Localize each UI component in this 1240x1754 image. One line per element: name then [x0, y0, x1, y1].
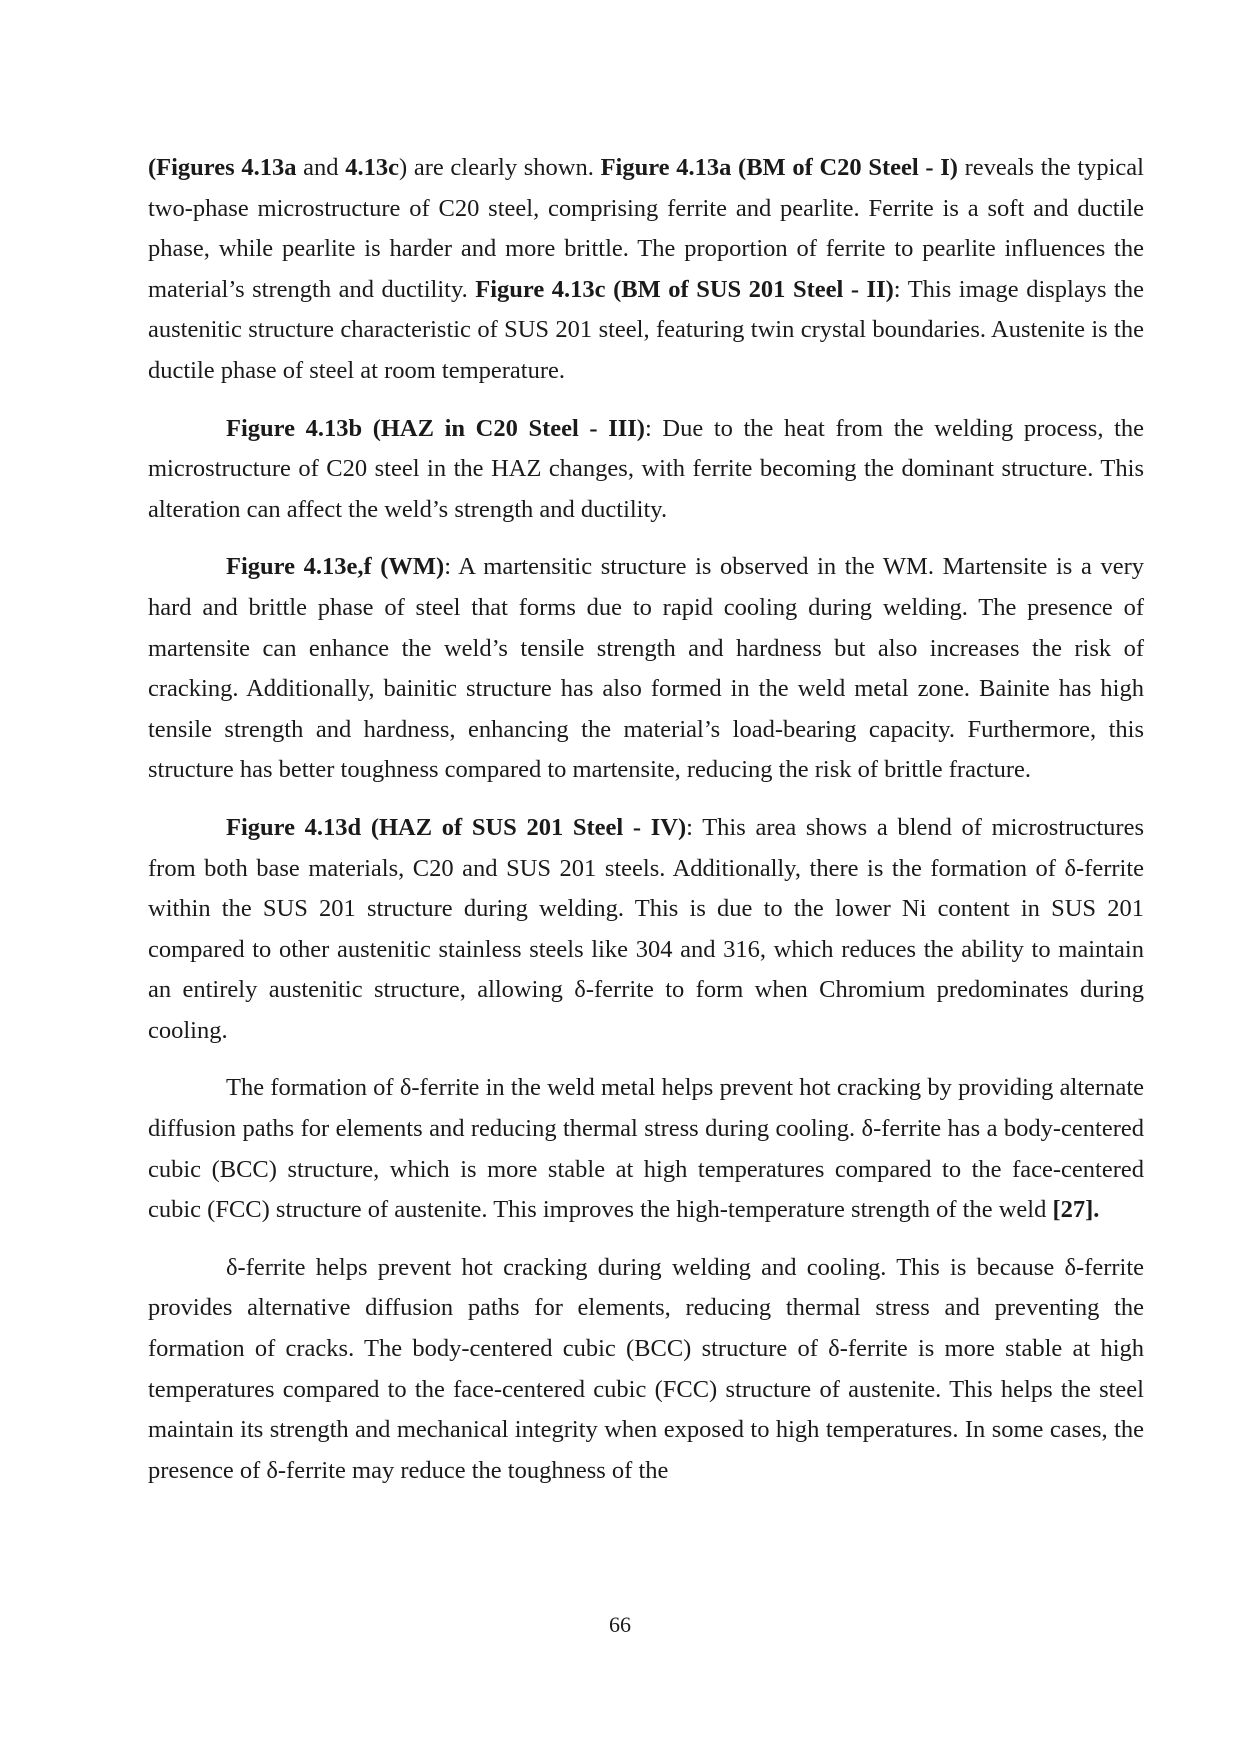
document-page: [148, 148, 1144, 1508]
text-segment: and: [296, 154, 346, 181]
bold-text-segment: (Figures 4.13a: [148, 154, 297, 181]
text-segment: : A martensitic structure is observed in the WM. Martensite is a very hard and brittle phase of steel that forms due to rapid cooling during welding. The presence of martensite can enhance the weld’s tensile strength and hardness but also increases the risk of cracking. Additionally, bainitic structure has also formed in the weld metal zone. Bainite has high tensile strength and hardness, enhancing the material’s load-bearing capacity. Furthermore, this structure has better toughness compared to martensite, reducing the risk of brittle fracture.: [148, 553, 1144, 784]
text-segment: The formation of δ-ferrite in the weld metal helps prevent hot cracking by providing alternate diffusion paths for elements and reducing thermal stress during cooling. δ-ferrite has a body-centered cubic (BCC) structure, which is more stable at high temperatures compared to the face-centered cubic (FCC) structure of austenite. This improves the high-temperature strength of the weld: [148, 1074, 1144, 1224]
bold-text-segment: [27].: [1052, 1196, 1100, 1224]
paragraph-delta-ferrite-effects: [148, 1248, 1144, 1492]
bold-text-segment: Figure 4.13b (HAZ in C20 Steel - III): [226, 414, 645, 442]
bold-text-segment: Figure 4.13c (BM of SUS 201 Steel - II): [475, 275, 894, 303]
text-segment: ) are clearly shown.: [398, 154, 601, 181]
paragraph-haz-sus201: [148, 808, 1144, 1052]
page-number: 66: [609, 1612, 631, 1637]
bold-text-segment: Figure 4.13d (HAZ of SUS 201 Steel - IV): [226, 813, 687, 841]
paragraph-weld-metal: [148, 547, 1144, 791]
text-segment: reveals the typical two-phase microstructure of C20 steel, comprising ferrite and pearlite. Ferrite is a soft and ductile phase, while pearlite is harder and more brittle. The proportion of ferrite to pearlite influences the material’s strength and ductility.: [148, 154, 1144, 303]
paragraph-haz-c20: [148, 409, 1144, 531]
bold-text-segment: Figure 4.13a (BM of C20 Steel - I): [600, 154, 958, 181]
bold-text-segment: Figure 4.13e,f (WM): [226, 553, 445, 581]
text-segment: δ-ferrite helps prevent hot cracking during welding and cooling. This is because δ-ferrite provides alternative diffusion paths for elements, reducing thermal stress and preventing the formation of cracks. The body-centered cubic (BCC) structure of δ-ferrite is more stable at high temperatures compared to the face-centered cubic (FCC) structure of austenite. This helps the steel maintain its strength and mechanical integrity when exposed to high temperatures. In some cases, the presence of δ-ferrite may reduce the toughness of the: [148, 1253, 1144, 1484]
text-segment: : This image displays the austenitic structure characteristic of SUS 201 steel, featuring twin crystal boundaries. Austenite is the ductile phase of steel at room temperature.: [148, 275, 1144, 384]
text-segment: : This area shows a blend of microstructures from both base materials, C20 and SUS 201 steels. Additionally, there is the formation of δ-ferrite within the SUS 201 structure during welding. This is due to the lower Ni content in SUS 201 compared to other austenitic stainless steels like 304 and 316, which reduces the ability to maintain an entirely austenitic structure, allowing δ-ferrite to form when Chromium predominates during cooling.: [148, 813, 1144, 1044]
paragraph-figures-overview: [148, 148, 1144, 392]
bold-text-segment: 4.13c: [345, 154, 399, 181]
paragraph-delta-ferrite-formation: [148, 1068, 1144, 1230]
text-segment: : Due to the heat from the welding process, the microstructure of C20 steel in the HAZ changes, with ferrite becoming the dominant structure. This alteration can affect the weld’s strength and ductility.: [148, 414, 1144, 523]
